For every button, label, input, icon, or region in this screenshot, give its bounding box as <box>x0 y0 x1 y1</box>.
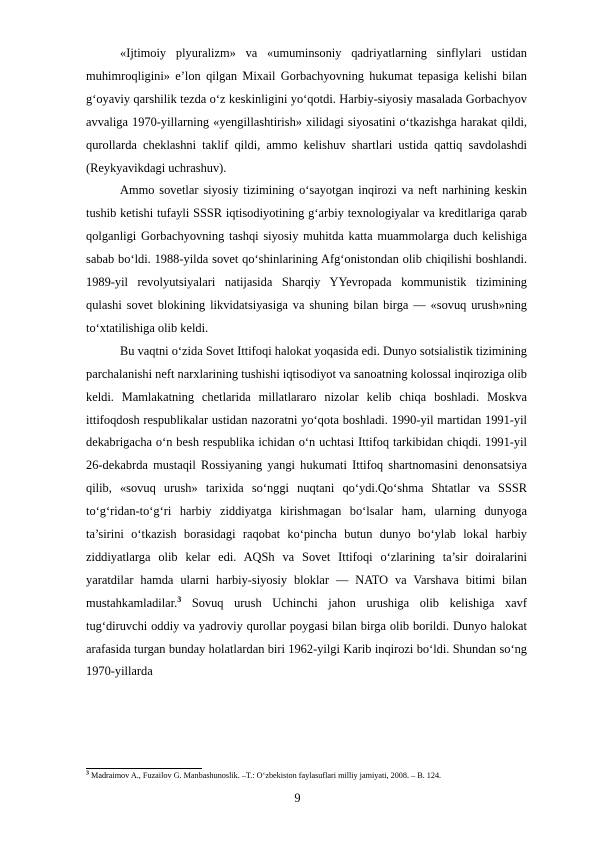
footnote <box>86 771 546 781</box>
footnote-separator <box>86 768 202 769</box>
paragraph-2: Ammo sovetlar siyosiy tizimining o‘sayotgan inqirozi va neft narhining keskin tushib ketishi tufayli SSSR iqtisodiyotining g‘arbiy texnologiyalar va kreditlariga qarab qolganligi Gorbachyovning tashqi siyosiy muhitda katta muammolarga duch kelishiga sabab bo‘ldi. 1988-yilda sovet qo‘shinlarining Afg‘onistondan olib chiqilishi boshlandi. 1989-yil revolyutsiyalari natijasida Sharqiy YYevropada kommunistik tizimining qulashi sovet blokining likvidatsiyasiga va shuning bilan birga — «sovuq urush»ning to‘xtatilishiga olib keldi. <box>86 183 527 335</box>
page-number: 9 <box>294 791 301 805</box>
footnote-text: Madraimov A., Fuzailov G. Manbashunoslik. –T.: O‘zbekiston faylasuflari milliy jamiyati, 2008. – B. 124. <box>91 771 442 780</box>
paragraph-3-text: Bu vaqtni o‘zida Sovet Ittifoqi halokat yoqasida edi. Dunyo sotsialistik tizimining parchalanishi neft narxlarining tushishi iqtisodiyot va sanoatning kolossal inqiroziga olib keldi. Mamlakatning chetlarida millatlararo nizolar kelib chiqa boshladi. Moskva ittifoqdosh respublikalar ustidan nazoratni yo‘qota boshladi. 1990-yil martidan 1991-yil dekabrigacha o‘n besh respublika ichidan o‘n uchtasi Ittifoq tarkibidan chiqdi. 1991-yil 26-dekabrda mustaqil Rossiyaning yangi hukumati Ittifoq shartnomasini denonsatsiya qilib, «sovuq urush» tarixida so‘nggi nuqtani qo‘ydi.Qo‘shma Shtatlar va SSSR to‘g‘ridan-to‘g‘ri harbiy ziddiyatga kirishmagan bo‘lsalar ham, ularning dunyoga ta’sirini o‘tkazish borasidagi raqobat ko‘pincha butun dunyo bo‘ylab lokal harbiy ziddiyatlarga olib kelar edi. AQSh va Sovet Ittifoqi o‘zlarining ta’sir doiralarini yaratdilar hamda ularni harbiy-siyosiy bloklar — NATO va Varshava bitimi bilan mustahkamladilar. <box>86 343 527 610</box>
body-text <box>86 42 527 683</box>
footnote-marker: 3 <box>86 770 89 777</box>
paragraph-1: «Ijtimoiy plyuralizm» va «umuminsoniy qadriyatlarning sinflylari ustidan muhimroqligini» e’lon qilgan Mixail Gorbachyovning hukumat tepasiga kelishi bilan g‘oyaviy qarshilik tezda o‘z keskinligini yo‘qotdi. Harbiy-siyosiy masalada Gorbachyov avvaliga 1970-yillarning «yengillashtirish» xilidagi siyosatini o‘tkazishga harakat qildi, qurollarda cheklashni taklif qildi, ammo kelishuv shartlari ustida qattiq savdolashdi (Reykyavikdagi uchrashuv). <box>86 46 527 175</box>
paragraph-3-continuation: Sovuq urush Uchinchi jahon urushiga olib kelishiga xavf tug‘diruvchi oddiy va yadroviy qurollar poygasi bilan birga olib borildi. Dunyo halokat arafasida turgan bunday holatlardan biri 1962-yilgi Karib inqirozi bo‘ldi. Shundan so‘ng 1970-yillarda <box>86 595 527 679</box>
paragraph-3 <box>86 340 527 684</box>
footnote-reference[interactable]: 3 <box>177 594 182 604</box>
